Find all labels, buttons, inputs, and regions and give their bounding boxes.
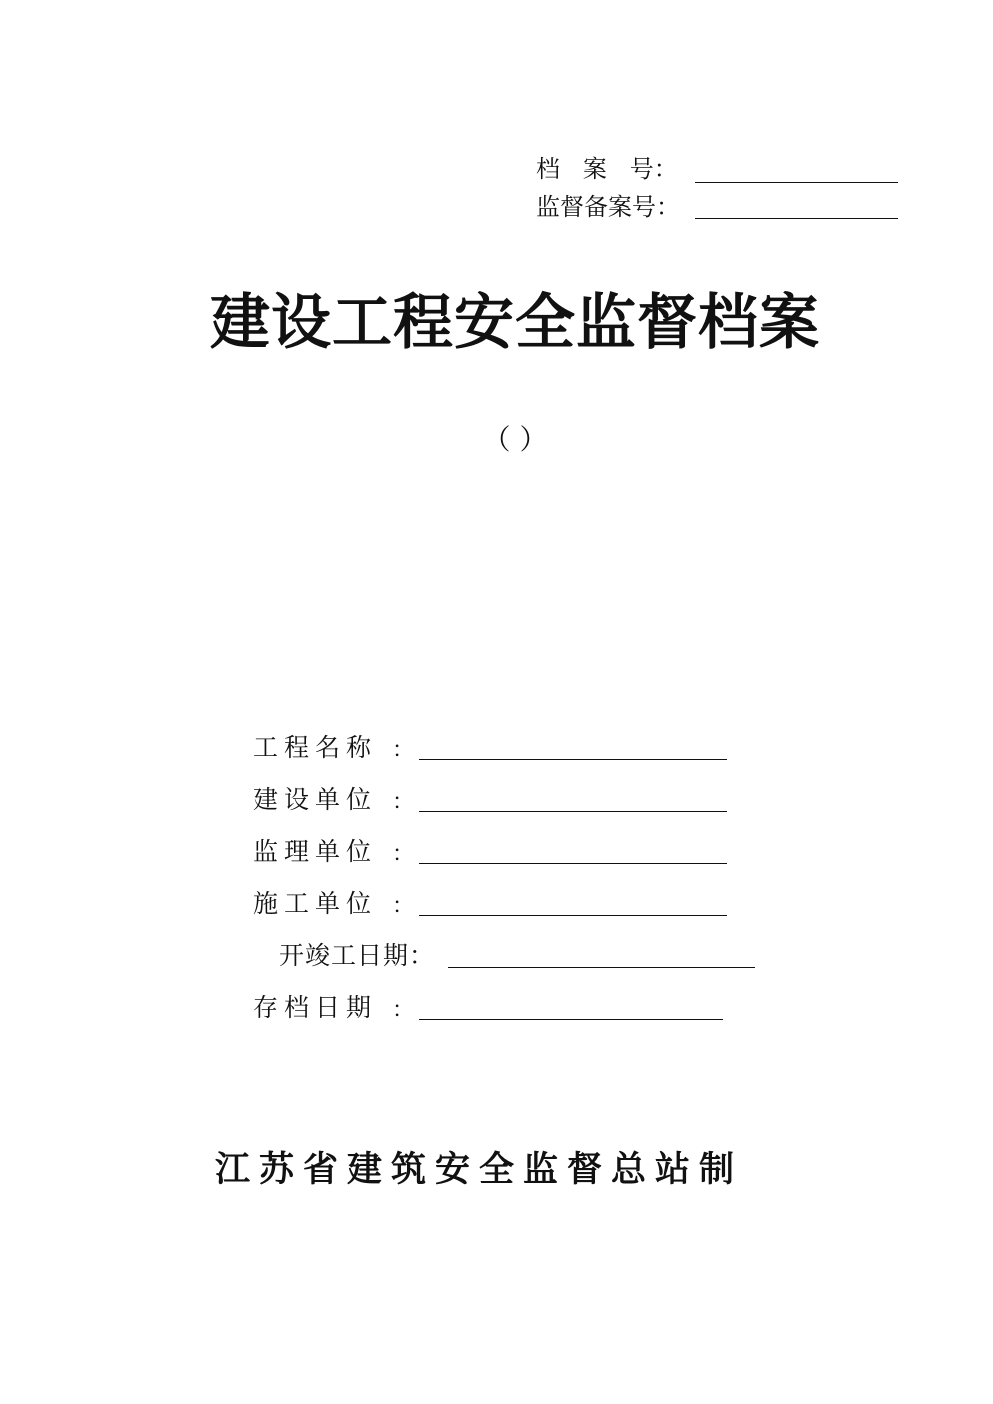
supervision-record-no-line[interactable] xyxy=(695,218,898,219)
archive-date-colon: ： xyxy=(392,998,415,1023)
contractor-unit-label: 施工单位 xyxy=(253,889,378,918)
archive-date-label: 存档日期 xyxy=(253,993,378,1022)
supervision-unit-colon: ： xyxy=(392,842,415,867)
start-completion-date-label: 开竣工日期： xyxy=(279,941,436,970)
project-name-line[interactable] xyxy=(419,759,727,760)
supervision-unit-label: 监理单位 xyxy=(253,837,378,866)
construction-unit-line[interactable] xyxy=(419,811,727,812)
archive-no-line[interactable] xyxy=(695,182,898,183)
start-completion-date-line[interactable] xyxy=(448,967,755,968)
document-subtitle: （ ） xyxy=(482,423,548,456)
contractor-unit-line[interactable] xyxy=(419,915,727,916)
archive-date-line[interactable] xyxy=(419,1019,723,1020)
issuing-authority: 江苏省建筑安全监督总站制 xyxy=(215,1149,744,1190)
supervision-unit-line[interactable] xyxy=(419,863,727,864)
supervision-record-no-label: 监督备案号： xyxy=(536,193,680,221)
archive-no-label: 档 案 号： xyxy=(536,155,678,183)
document-title: 建设工程安全监督档案 xyxy=(210,288,820,358)
construction-unit-label: 建设单位 xyxy=(253,785,378,814)
project-name-label: 工程名称 xyxy=(253,733,378,762)
construction-unit-colon: ： xyxy=(392,790,415,815)
contractor-unit-colon: ： xyxy=(392,894,415,919)
project-name-colon: ： xyxy=(392,738,415,763)
